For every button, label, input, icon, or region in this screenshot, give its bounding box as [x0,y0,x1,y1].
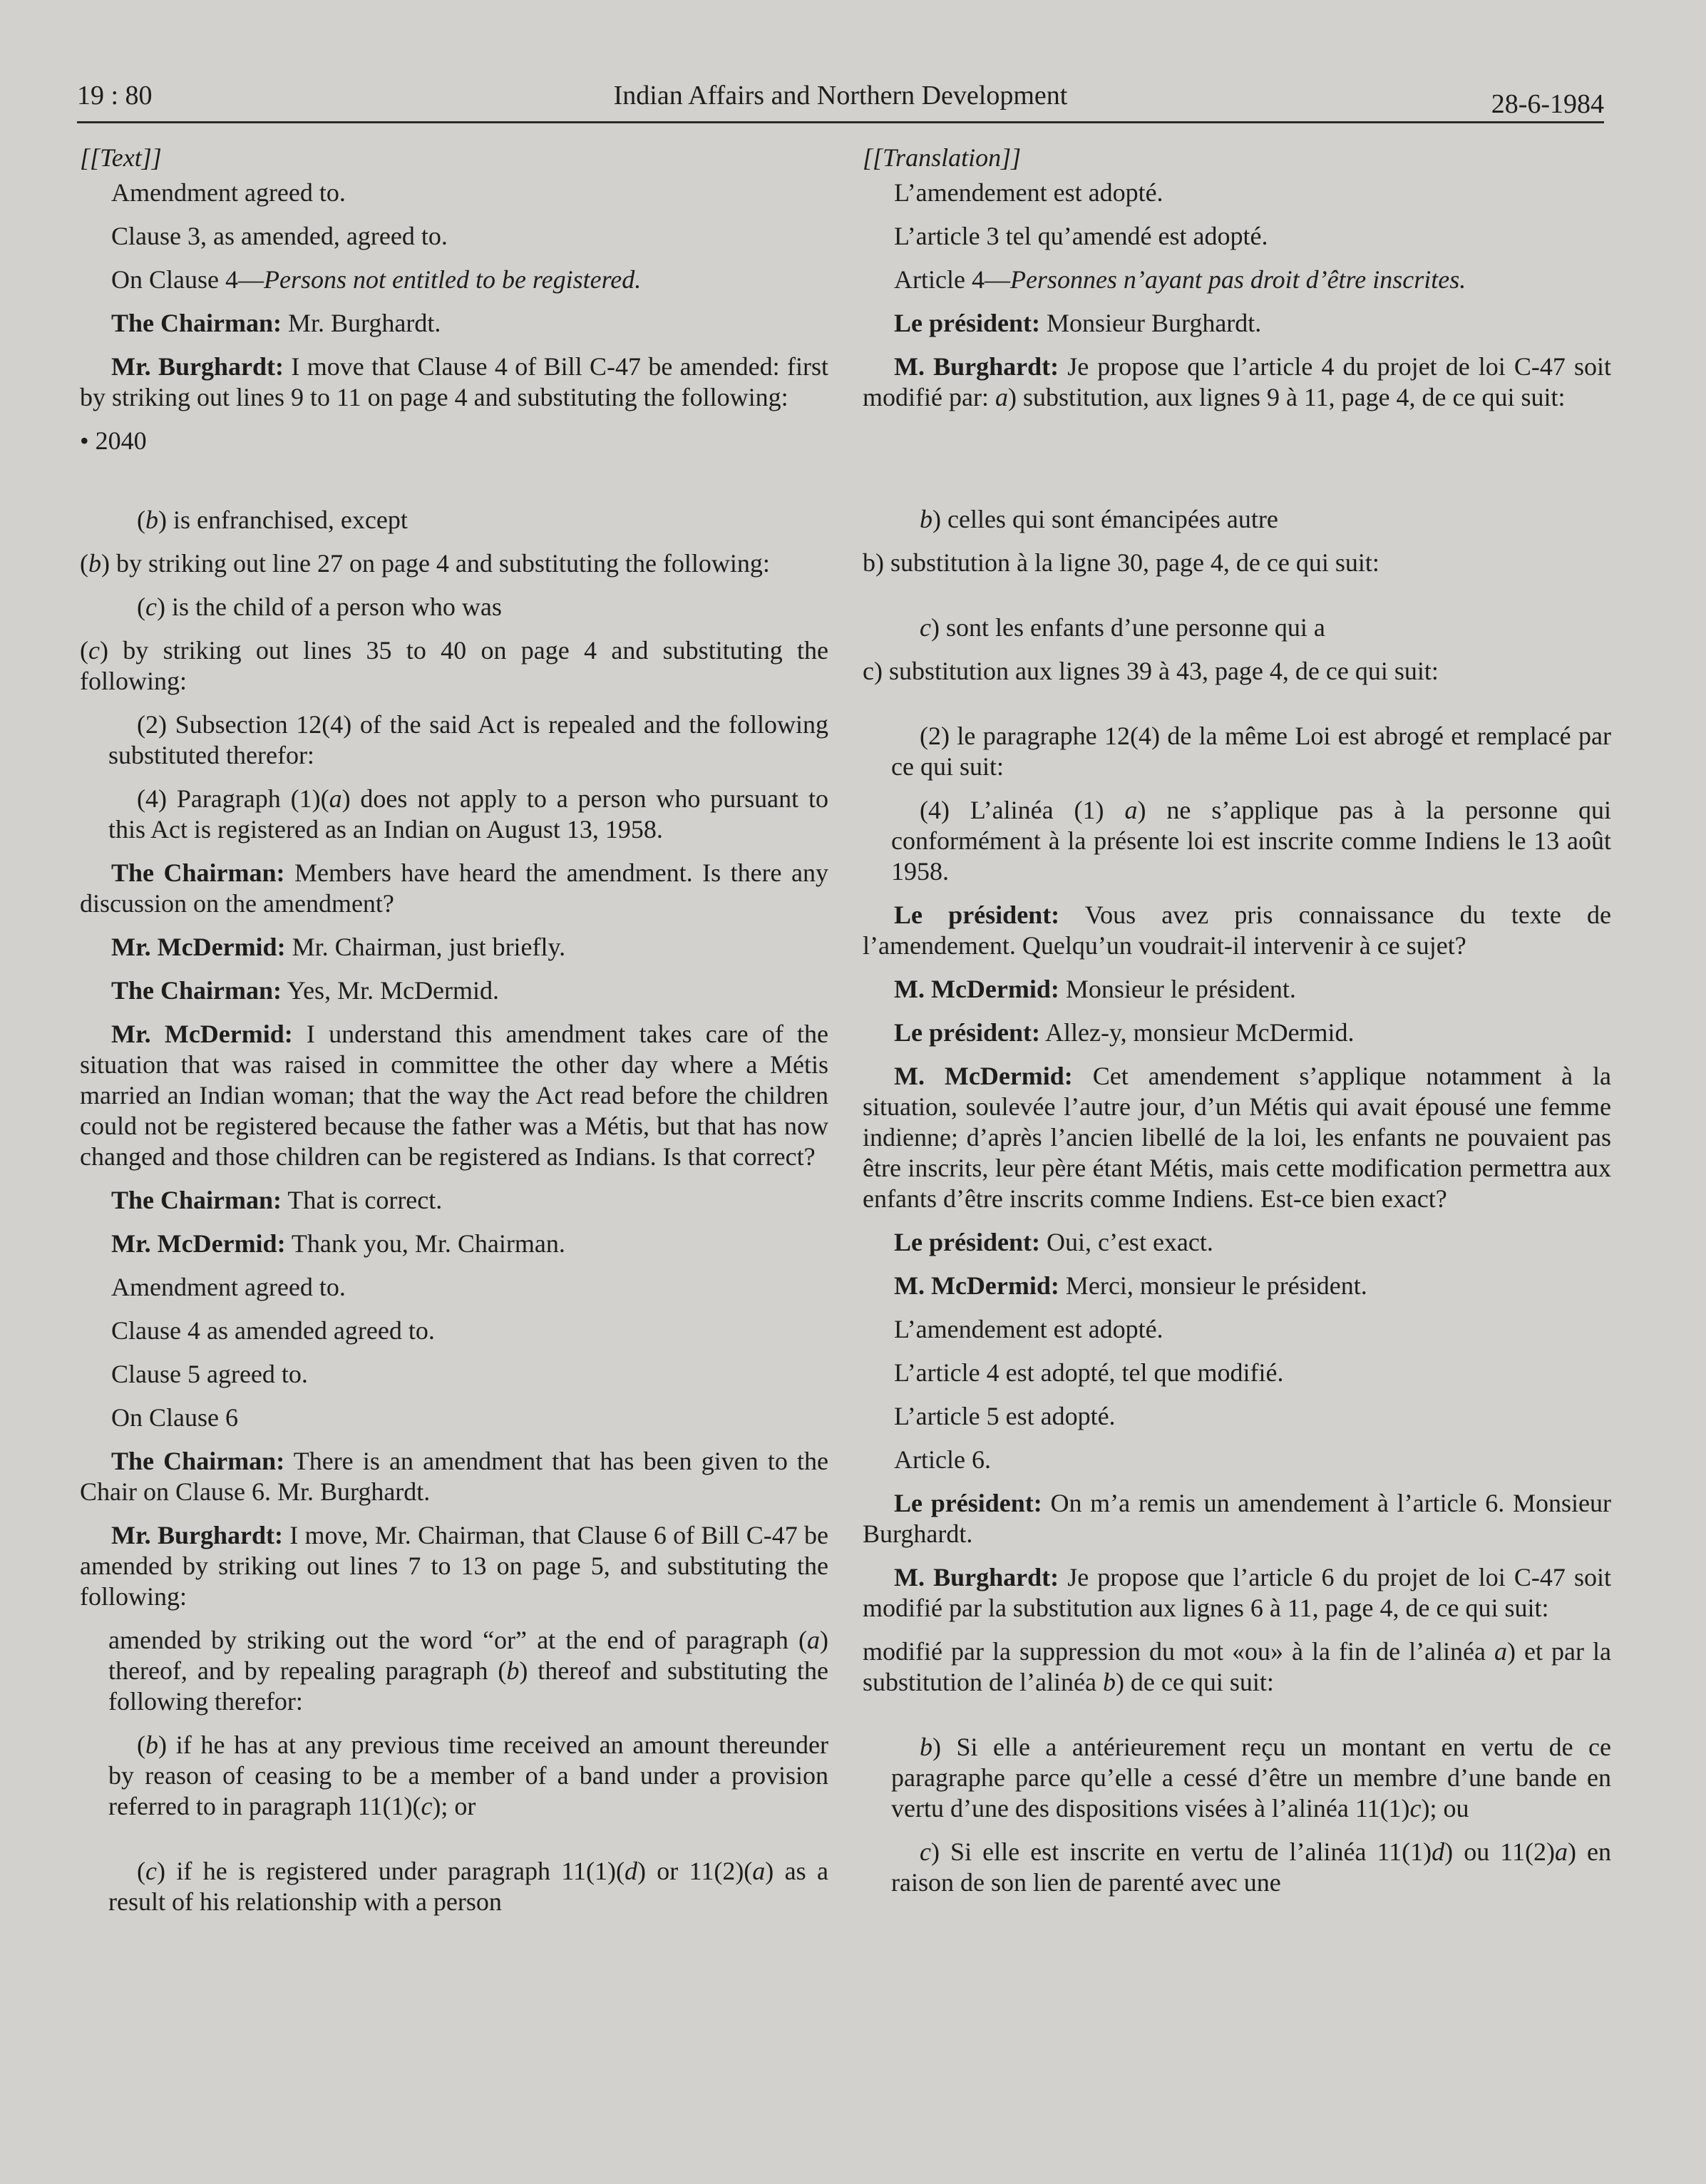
paragraph: Clause 5 agreed to. [111,1360,308,1388]
quoted-text: (2) Subsection 12(4) of the said Act is repealed and the following substituted therefor: [108,710,828,769]
text: c [145,1857,157,1885]
quoted-text [108,1625,828,1717]
text: (4) Paragraph (1)( [137,784,329,813]
paragraph: Amendment agreed to. [111,1273,346,1301]
paragraph: L’amendement est adopté. [894,1315,1163,1343]
text: (4) L’alinéa (1) [920,796,1125,824]
clause-text: Article 4— [894,265,1010,294]
text: a [1554,1837,1568,1866]
paragraph: L’article 4 est adopté, tel que modifié. [894,1358,1284,1387]
quoted-text [108,1856,828,1917]
text: c [863,657,874,685]
text: d [624,1857,637,1885]
quoted-text [891,612,1611,643]
paragraph [80,352,828,413]
clause-title: Persons not entitled to be registered. [263,265,642,294]
paragraph [80,1520,828,1612]
speaker: The Chairman: [111,858,285,887]
paragraph [863,1488,1611,1549]
paragraph [863,974,1611,1005]
text: a [807,1626,820,1654]
text: b [506,1656,520,1685]
text: ( [137,1731,145,1759]
text: ) ou 11(2) [1444,1837,1555,1866]
speech: That is correct. [282,1186,443,1214]
quoted-text [863,1636,1611,1698]
quoted-text [891,795,1611,887]
text: d [1432,1837,1445,1866]
clause-text: On Clause 4— [111,265,264,294]
text: ) if he has at any previous time received an amount thereunder by reason of ceasing to be a member of a band under a provision referred to in paragraph 11(1)( [108,1731,828,1820]
speech: Vous avez pris connaissance du texte de l’amendement. Quelqu’un voudrait-il intervenir à ce sujet? [863,901,1611,960]
speaker: Le président: [894,1228,1040,1256]
paragraph [80,308,828,339]
french-column [863,143,1611,1911]
paragraph [863,1271,1611,1301]
speech: Mr. Chairman, just briefly. [285,933,566,961]
paragraph [863,656,1611,687]
paragraph [863,548,1611,578]
speaker: The Chairman: [111,309,282,337]
speech: I move, Mr. Chairman, that Clause 6 of Bill C-47 be amended by striking out lines 7 to 13 on page 5, and substituting the following: [80,1521,828,1611]
text: ) or 11(2)( [637,1857,753,1885]
speech: Je propose que l’article 6 du projet de loi C-47 soit modifié par la substitution aux lignes 6 à 11, page 4, de ce qui suit: [863,1563,1611,1622]
speech: There is an amendment that has been given to the Chair on Clause 6. Mr. Burghardt. [80,1447,828,1506]
paragraph: L’amendement est adopté. [894,178,1163,207]
speech: Monsieur le président. [1059,975,1296,1003]
paragraph [80,265,828,295]
paragraph [80,1019,828,1172]
paragraph [80,635,828,697]
speech: Thank you, Mr. Chairman. [285,1229,565,1258]
speech: Yes, Mr. McDermid. [282,976,500,1005]
speech: I understand this amendment takes care of the situation that was raised in committee the other day where a Métis married an Indian woman; that the way the Act read before the children could not be registered because the father was a Métis, but that has now changed and those children can be registered as Indians. Is that correct? [80,1020,828,1171]
text: c [920,613,931,642]
text: ) substitution, aux lignes 9 à 11, page 4, de ce qui suit: [1007,383,1566,411]
text: ) as a result of his relationship with a person [108,1857,828,1916]
paragraph: Amendment agreed to. [111,178,346,207]
text: ) substitution aux lignes 39 à 43, page 4, de ce qui suit: [873,657,1439,685]
text: ) celles qui sont émancipées autre [932,505,1278,533]
text: b [145,506,158,534]
text: ) substitution à la ligne 30, page 4, de ce qui suit: [875,548,1379,577]
text: ) by striking out lines 35 to 40 on page 4 and substituting the following: [80,636,828,695]
paragraph: Article 6. [894,1445,991,1474]
text: ) Si elle a antérieurement reçu un montant en vertu de ce paragraphe parce qu’elle a cessé d’être un membre d’une bande en vertu d’une des dispositions visées à l’alinéa 11(1) [891,1733,1611,1822]
paragraph [863,308,1611,339]
time-marker: • 2040 [80,426,147,455]
paragraph [80,1185,828,1216]
text: ) et par la substitution de l’alinéa [863,1637,1612,1696]
text: ) thereof and substituting the following therefor: [108,1656,828,1716]
paragraph [863,900,1611,961]
text: ); ou [1421,1794,1469,1822]
text: c [145,593,157,621]
paragraph: L’article 5 est adopté. [894,1402,1116,1430]
text: ) sont les enfants d’une personne qui a [930,613,1325,642]
quoted-text [108,592,828,622]
text: a [329,784,342,813]
text: ( [137,506,145,534]
quoted-text [891,504,1611,535]
text: amended by striking out the word “or” at the end of paragraph ( [108,1626,807,1654]
page-number: 19 : 80 [77,81,153,111]
speech: I move that Clause 4 of Bill C-47 be amended: first by striking out lines 9 to 11 on page 4 and substituting the following: [80,352,828,411]
paragraph: Clause 4 as amended agreed to. [111,1316,435,1345]
clause-title: Personnes n’ayant pas droit d’être inscrites. [1009,265,1466,294]
section-label: [[Text]] [80,143,162,172]
english-column [80,143,828,1930]
paragraph: L’article 3 tel qu’amendé est adopté. [894,222,1268,250]
speaker: The Chairman: [111,1186,282,1214]
text: ) ne s’applique pas à la personne qui conformément à la présente loi est inscrite comme Indiens le 13 août 1958. [891,796,1611,886]
text: c [421,1792,433,1820]
text: ) thereof, and by repealing paragraph ( [108,1626,828,1685]
text: ( [80,549,88,578]
speech: Je propose que l’article 4 du projet de loi C-47 soit modifié par: [863,352,1611,411]
page-date: 28-6-1984 [1491,89,1604,119]
text: ) de ce qui suit: [1115,1668,1274,1696]
paragraph [863,1061,1611,1214]
text: modifié par la suppression du mot «ou» à la fin de l’alinéa [863,1637,1495,1666]
speaker: Mr. Burghardt: [111,1521,283,1549]
paragraph: Clause 3, as amended, agreed to. [111,222,448,250]
text: ( [80,636,88,665]
speaker: Le président: [894,1018,1040,1047]
text: ) en raison de son lien de parenté avec une [891,1837,1612,1897]
paragraph [80,858,828,919]
speaker: Le président: [894,309,1040,337]
text: b [1102,1668,1116,1696]
section-label-text: [Translation] [873,143,1012,172]
paragraph [863,1017,1611,1048]
paragraph [80,1446,828,1507]
speaker: M. Burghardt: [894,352,1059,381]
paragraph [80,548,828,579]
text: a [752,1857,766,1885]
paragraph [863,352,1611,413]
speaker: M. McDermid: [894,1062,1073,1090]
speaker: Mr. Burghardt: [111,352,284,381]
speaker: M. Burghardt: [894,1563,1059,1591]
speech: Allez-y, monsieur McDermid. [1039,1018,1355,1047]
section-label-text: [Text] [90,143,152,172]
text: ) is the child of a person who was [156,593,502,621]
speaker: Mr. McDermid: [111,933,286,961]
text: b [920,1733,932,1761]
text: c [1409,1794,1422,1822]
text: c [88,636,100,665]
quoted-text [108,505,828,535]
text: ) is enfranchised, except [158,506,408,534]
page-header [77,71,1604,123]
speaker: M. McDermid: [894,975,1059,1003]
text: ) by striking out line 27 on page 4 and substituting the following: [101,549,770,578]
text: b [920,505,932,533]
text: ); or [432,1792,476,1820]
speaker: The Chairman: [111,1447,285,1475]
speaker: Mr. McDermid: [111,1020,293,1048]
paragraph [863,1562,1611,1624]
text: ) if he is registered under paragraph 11(1)( [156,1857,625,1885]
paragraph [80,932,828,963]
speech: Merci, monsieur le président. [1059,1271,1367,1300]
text: ( [137,593,145,621]
text: ( [137,1857,145,1885]
text: c [920,1837,931,1866]
paragraph [80,975,828,1006]
speaker: Mr. McDermid: [111,1229,286,1258]
paragraph [863,265,1611,295]
text: ) Si elle est inscrite en vertu de l’alinéa 11(1) [930,1837,1432,1866]
quoted-text [891,1837,1611,1898]
quoted-text: (2) le paragraphe 12(4) de la même Loi est abrogé et remplacé par ce qui suit: [891,722,1611,781]
quoted-text [108,784,828,845]
text: b [88,549,101,578]
paragraph: On Clause 6 [111,1403,238,1432]
speech: Mr. Burghardt. [282,309,441,337]
text: a [1124,796,1138,824]
page-title: Indian Affairs and Northern Development [613,81,1068,111]
speech: Members have heard the amendment. Is there any discussion on the amendment? [80,858,828,918]
speaker: Le président: [894,1489,1042,1517]
quoted-text [891,1732,1611,1824]
speech: Oui, c’est exact. [1039,1228,1213,1256]
text: b [863,548,875,577]
speaker: The Chairman: [111,976,282,1005]
section-label: [[Translation]] [863,143,1022,172]
text: a [995,383,1008,411]
text: ) does not apply to a person who pursuant to this Act is registered as an Indian on August 13, 1958. [108,784,828,844]
paragraph [863,1227,1611,1258]
speaker: M. McDermid: [894,1271,1059,1300]
quoted-text [108,1730,828,1822]
speech: On m’a remis un amendement à l’article 6. Monsieur Burghardt. [863,1489,1611,1548]
paragraph [80,1229,828,1259]
speaker: Le président: [894,901,1060,929]
speech: Cet amendement s’applique notamment à la situation, soulevée l’autre jour, d’un Métis qui avait épousé une femme indienne; d’après l’ancien libellé de la loi, les enfants ne pouvaient pas être inscrits, leur père étant Métis, mais cette modification permettra aux enfants d’être inscrits comme Indiens. Est-ce bien exact? [863,1062,1612,1213]
speech: Monsieur Burghardt. [1039,309,1262,337]
text: b [145,1731,158,1759]
text: a [1494,1637,1508,1666]
